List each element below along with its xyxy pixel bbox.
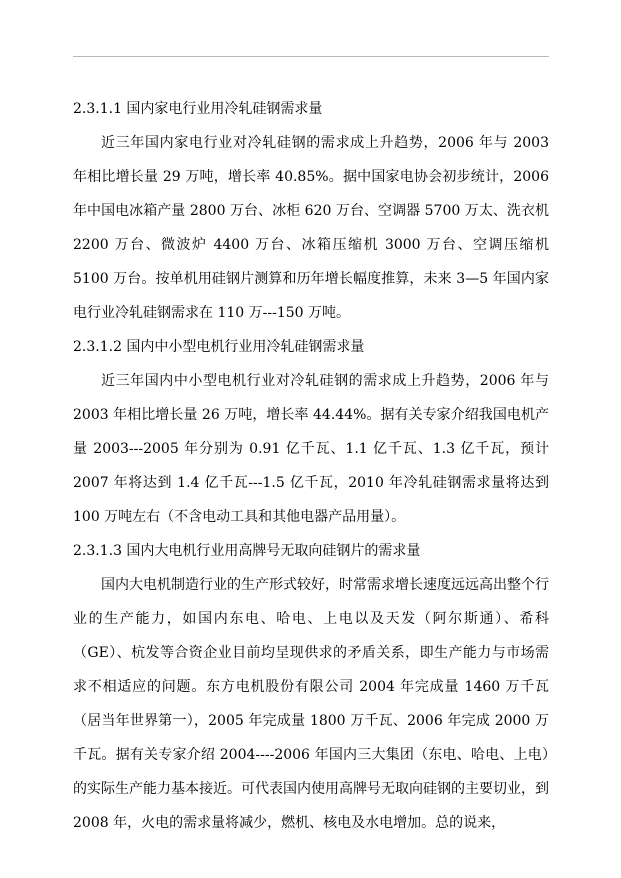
section-paragraph-2-3-1-3: 国内大电机制造行业的生产形式较好，时常需求增长速度远远高出整个行业的生产能力，如国内东电、哈电、上电以及天发（阿尔斯通）、希科（GE）、杭发等合资企业目前均呈现供求的矛盾关系，即生产能力与市场需求不相适应的问题。东方电机股份有限公司 2004 年完成量 1460 万千瓦（居当年世界第一），2005 年完成量 1800 万千瓦、2006 年完成 2000 万千瓦。据有关专家介绍 2004----2006 年国内三大集团（东电、哈电、上电）的实际生产能力基本接近。可代表国内使用高牌号无取向硅钢的主要切业，到 2008 年，火电的需求量将减少，燃机、核电及水电增加。总的说来， <box>73 577 549 831</box>
section-heading-2-3-1-2: 2.3.1.2 国内中小型电机行业用冷轧硅钢需求量 <box>73 339 365 355</box>
document-body <box>73 92 549 840</box>
section-heading-2-3-1-3: 2.3.1.3 国内大电机行业用高牌号无取向硅钢片的需求量 <box>73 543 421 559</box>
header-rule <box>73 56 549 57</box>
section-heading-2-3-1-1: 2.3.1.1 国内家电行业用冷轧硅钢需求量 <box>73 101 323 117</box>
section-paragraph-2-3-1-2: 近三年国内中小型电机行业对冷轧硅钢的需求成上升趋势，2006 年与 2003 年相比增长量 26 万吨，增长率 44.44%。据有关专家介绍我国电机产量 2003---2005 年分别为 0.91 亿千瓦、1.1 亿千瓦、1.3 亿千瓦，预计 2007 年将达到 1.4 亿千瓦---1.5 亿千瓦，2010 年冷轧硅钢需求量将达到 100 万吨左右（不含电动工具和其他电器产品用量）。 <box>73 373 549 525</box>
section-paragraph-2-3-1-1: 近三年国内家电行业对冷轧硅钢的需求成上升趋势，2006 年与 2003 年相比增长量 29 万吨，增长率 40.85%。据中国家电协会初步统计，2006 年中国电冰箱产量 2800 万台、冰柜 620 万台、空调器 5700 万太、洗衣机 2200 万台、微波炉 4400 万台、冰箱压缩机 3000 万台、空调压缩机 5100 万台。按单机用硅钢片测算和历年增长幅度推算，未来 3—5 年国内家电行业冷轧硅钢需求在 110 万---150 万吨。 <box>73 135 549 321</box>
